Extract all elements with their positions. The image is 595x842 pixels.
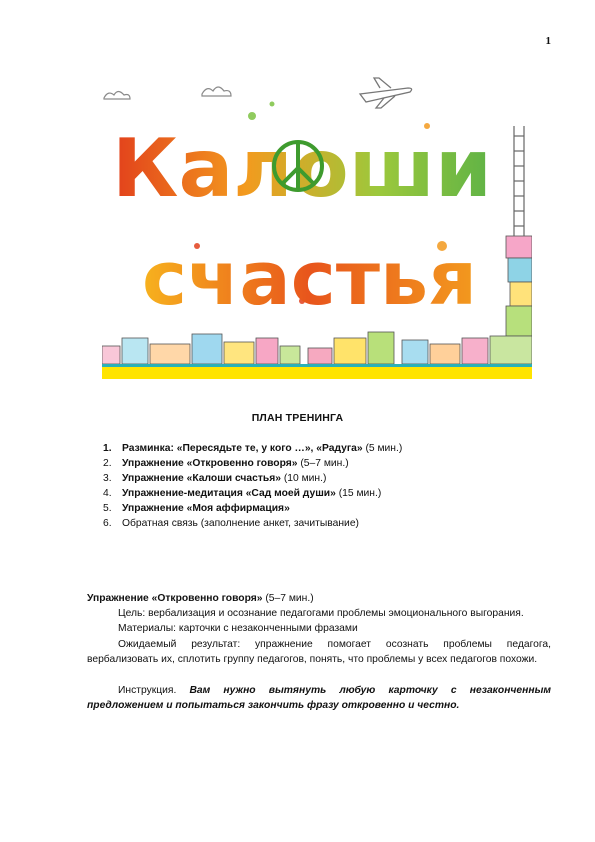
instruction-label: Инструкция. bbox=[118, 685, 177, 697]
plan-list bbox=[103, 441, 543, 531]
list-item bbox=[103, 471, 543, 486]
item-number: 6. bbox=[103, 518, 112, 529]
list-item bbox=[103, 516, 543, 531]
banner-title-line2: счастья bbox=[142, 236, 477, 322]
banner-title-line1: Калоши bbox=[112, 122, 492, 215]
item-duration: (10 мин.) bbox=[280, 473, 327, 484]
list-item bbox=[103, 501, 543, 516]
item-duration: (15 мин.) bbox=[335, 488, 382, 499]
ladder-icon bbox=[514, 126, 524, 236]
exercise-goal: Цель: вербализация и осознание педагогами проблемы эмоционального выгорания. bbox=[118, 608, 524, 620]
airplane-icon bbox=[360, 78, 412, 108]
exercise-result: Ожидаемый результат: упражнение помогает осознать проблемы педагога, вербализовать их, сплотить группу педагогов, понять, что проблемы у всех педагогов похожи. bbox=[87, 638, 551, 665]
item-title: Упражнение «Откровенно говоря» bbox=[122, 458, 298, 469]
exercise-materials: Материалы: карточки с незаконченными фразами bbox=[118, 623, 358, 635]
item-number: 1. bbox=[103, 443, 112, 454]
exercise-heading-duration: (5–7 мин.) bbox=[262, 593, 314, 604]
instruction-text: Вам нужно вытянуть любую карточку с незаконченным предложением и попытаться закончить фразу откровенно и честно. bbox=[87, 685, 551, 712]
ground-stripe-yellow bbox=[102, 367, 532, 379]
item-title: Разминка: «Пересядьте те, у кого …», «Радуга» bbox=[122, 443, 363, 454]
cloud-icon bbox=[104, 87, 231, 99]
item-title: Упражнение «Калоши счастья» bbox=[122, 473, 281, 484]
item-number: 2. bbox=[103, 458, 112, 469]
item-number: 5. bbox=[103, 503, 112, 514]
item-duration: (5–7 мин.) bbox=[297, 458, 349, 469]
item-number: 3. bbox=[103, 473, 112, 484]
banner-illustration bbox=[102, 76, 532, 379]
houses-right bbox=[506, 236, 532, 336]
item-title: Упражнение-медитация «Сад моей души» bbox=[122, 488, 336, 499]
plan-title: ПЛАН ТРЕНИНГА bbox=[251, 412, 344, 424]
ground-stripe-teal bbox=[102, 364, 532, 367]
list-item bbox=[103, 441, 543, 456]
item-duration: (5 мин.) bbox=[362, 443, 403, 454]
exercise-instruction bbox=[87, 683, 551, 713]
exercise-section bbox=[87, 591, 551, 713]
city-skyline bbox=[102, 332, 532, 364]
exercise-heading-title: Упражнение «Откровенно говоря» bbox=[87, 593, 263, 604]
item-number: 4. bbox=[103, 488, 112, 499]
list-item bbox=[103, 486, 543, 501]
list-item bbox=[103, 456, 543, 471]
item-title: Упражнение «Моя аффирмация» bbox=[122, 503, 290, 514]
item-duration: Обратная связь (заполнение анкет, зачитывание) bbox=[122, 518, 359, 529]
page-number: 1 bbox=[545, 35, 551, 47]
exercise-heading bbox=[87, 591, 551, 606]
